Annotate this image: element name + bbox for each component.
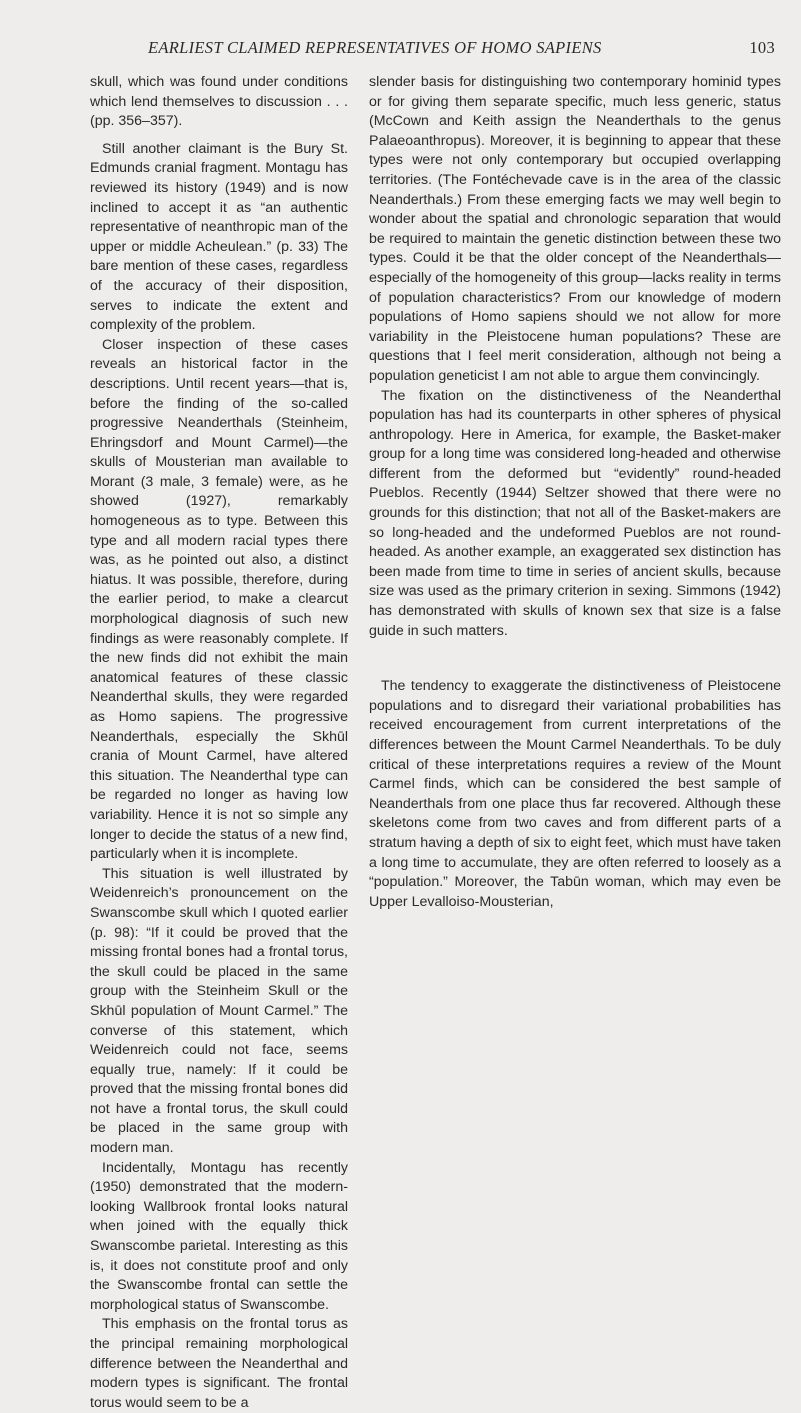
right-column [369, 73, 781, 912]
paragraph: Closer inspection of these cases reveals an historical factor in the descriptions. Until recent years—that is, before the finding of the so-called progressive Neanderthals (Steinheim, Ehringsdorf and Mount Carmel)—the skulls of Mousterian man available to Morant (3 male, 3 female) were, as he showed (1927), remarkably homogeneous as to type. Between this type and all modern racial types there was, as he pointed out also, a distinct hiatus. It was possible, therefore, during the earlier period, to make a clearcut morphological diagnosis of such new findings as were reasonably complete. If the new finds did not exhibit the main anatomical features of these classic Neanderthal skulls, they were regarded as Homo sapiens. The progressive Neanderthals, especially the Skhūl crania of Mount Carmel, have altered this situation. The Neanderthal type can be regarded no longer as having low variability. Hence it is not so simple any longer to decide the status of a new find, particularly when it is incomplete. [90, 336, 348, 863]
paragraph: Still another claimant is the Bury St. Edmunds cranial fragment. Montagu has reviewed its history (1949) and is now inclined to accept it as “an authentic representative of neanthropic man of the upper or middle Acheulean.” (p. 33) The bare mention of these cases, regardless of the accuracy of their disposition, serves to indicate the extent and complexity of the problem. [90, 140, 348, 334]
page-number: 103 [749, 38, 775, 57]
paragraph: Incidentally, Montagu has recently (1950) demonstrated that the modern-looking Wallbrook frontal looks natural when joined with the equally thick Swanscombe parietal. Interesting as this is, it does not constitute proof and only the Swanscombe frontal can settle the morphological status of Swanscombe. [90, 1159, 348, 1313]
paragraph: The fixation on the distinctiveness of the Neanderthal population has had its counterparts in other spheres of physical anthropology. Here in America, for example, the Basket-maker group for a long time was considered long-headed and otherwise different from the deformed but “evidently” round-headed Pueblos. Recently (1944) Seltzer showed that there were no grounds for this distinction; that not all of the Basket-makers are so long-headed and the undeformed Pueblos are not round-headed. As another example, an exaggerated sex distinction has been made from time to time in series of ancient skulls, because size was used as the primary criterion in sexing. Simmons (1942) has demonstrated with skulls of known sex that size is a false guide in such matters. [369, 387, 781, 639]
paragraph: slender basis for distinguishing two contemporary hominid types or for giving them separate specific, much less generic, status (McCown and Keith assign the Neanderthals to the genus Palaeoanthropus). Moreover, it is beginning to appear that these types were not only contemporary but occupied overlapping territories. (The Fontéchevade cave is in the area of the classic Neanderthals.) From these emerging facts we may well begin to wonder about the spatial and chronologic separation that would be required to maintain the genetic distinction between these two types. Could it be that the older concept of the Neanderthals—especially of the homogeneity of this group—lacks reality in terms of population characteristics? From our knowledge of modern populations of Homo sapiens should we not allow for more variability in the Pleistocene human populations? These are questions that I feel merit consideration, although not being a population geneticist I am not able to argue them convincingly. [369, 74, 781, 384]
running-head-title: EARLIEST CLAIMED REPRESENTATIVES OF HOMO SAPIENS [148, 38, 602, 57]
paragraph: This emphasis on the frontal torus as the principal remaining morphological difference between the Neanderthal and modern types is significant. The frontal torus would seem to be a [90, 1316, 348, 1411]
paragraph: The tendency to exaggerate the distinctiveness of Pleistocene populations and to disregard their variational probabilities has received encouragement from current interpretations of the differences between the Mount Carmel Neanderthals. To be duly critical of these interpretations requires a review of the Mount Carmel finds, which can be considered the best sample of Neanderthals from one place thus far recovered. Although these skeletons come from two caves and from different parts of a stratum having a depth of six to eight feet, which must have taken a long time to accumulate, they are often referred to loosely as a “population.” Moreover, the Tabūn woman, which may even be Upper Levalloiso-Mousterian, [369, 678, 781, 910]
paragraph: skull, which was found under conditions which lend themselves to discussion . . . (pp. 356–357). [90, 74, 348, 130]
left-column [90, 73, 348, 1413]
paragraph: This situation is well illustrated by Weidenreich’s pronouncement on the Swanscombe skull which I quoted earlier (p. 98): “If it could be proved that the missing frontal bones had a frontal torus, the skull could be placed in the same group with the Steinheim Skull or the Skhūl population of Mount Carmel.” The converse of this statement, which Weidenreich could not face, seems equally true, namely: If it could be proved that the missing frontal bones did not have a frontal torus, the skull could be placed in the same group with modern man. [90, 865, 348, 1157]
